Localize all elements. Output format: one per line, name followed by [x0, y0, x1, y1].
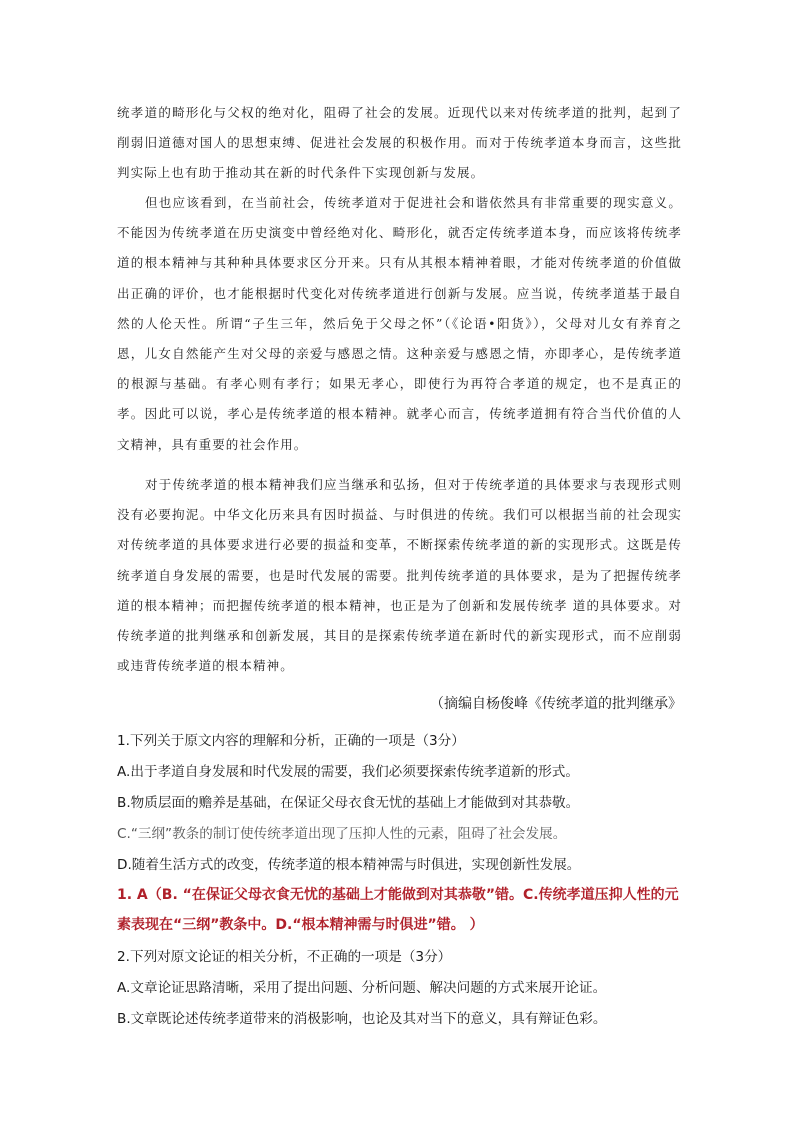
question-1-option-b: B.物质层面的赡养是基础，在保证父母衣食无忧的基础上才能做到对其恭敬。 [117, 795, 580, 811]
question-1-option-a: A.出于孝道自身发展和时代发展的需要，我们必须要探索传统孝道新的形式。 [117, 764, 579, 780]
question-2-option-a: A.文章论证思路清晰，采用了提出问题、分析问题、解决问题的方式来展开论证。 [117, 980, 607, 996]
question-1-answer: 1. A（B. “在保证父母衣食无忧的基础上才能做到对其恭敬”错。C.传统孝道压抑人性的元素表现在“三纲”教条中。D.“根本精神需与时俱进”错。 ） [117, 887, 679, 933]
question-2-option-b: B.文章既论述传统孝道带来的消极影响，也论及其对当下的意义，具有辩证色彩。 [117, 1011, 607, 1027]
passage-paragraph-1: 统孝道的畸形化与父权的绝对化，阻碍了社会的发展。近现代以来对传统孝道的批判，起到了削弱旧道德对国人的思想束缚、促进社会发展的积极作用。而对于传统孝道本身而言，这些批判实际上也有助于推动其在新的时代条件下实现创新与发展。 [117, 105, 682, 181]
question-2-stem: 2.下列对原文论证的相关分析，不正确的一项是（3分） [117, 949, 452, 965]
question-1-option-c: C.“三纲”教条的制订使传统孝道出现了压抑人性的元素，阻碍了社会发展。 [117, 826, 567, 842]
passage-paragraph-3: 对于传统孝道的根本精神我们应当继承和弘扬，但对于传统孝道的具体要求与表现形式则没有必要拘泥。中华文化历来具有因时损益、与时俱进的传统。我们可以根据当前的社会现实对传统孝道的具体要求进行必要的损益和变革，不断探索传统孝道的新的实现形式。这既是传统孝道自身发展的需要，也是时代发展的需要。批判传统孝道的具体要求，是为了把握传统孝道的根本精神；而把握传统孝道的根本精神，也正是为了创新和发展传统孝 道的具体要求。对传统孝道的批判继承和创新发展，其目的是探索传统孝道在新时代的新实现形式，而不应削弱或违背传统孝道的根本精神。 [117, 477, 682, 674]
passage-paragraph-2: 但也应该看到，在当前社会，传统孝道对于促进社会和谐依然具有非常重要的现实意义。不能因为传统孝道在历史演变中曾经绝对化、畸形化，就否定传统孝道本身，而应该将传统孝道的根本精神与其种种具体要求区分开来。只有从其根本精神着眼，才能对传统孝道的价值做出正确的评价，也才能根据时代变化对传统孝道进行创新与发展。应当说，传统孝道基于最自然的人伦天性。所谓“子生三年，然后免于父母之怀”（《论语•阳货》），父母对儿女有养育之恩，儿女自然能产生对父母的亲爱与感恩之情。这种亲爱与感恩之情，亦即孝心，是传统孝道的根源与基础。有孝心则有孝行；如果无孝心，即使行为再符合孝道的规定，也不是真正的孝。因此可以说，孝心是传统孝道的根本精神。就孝心而言，传统孝道拥有符合当代价值的人文精神，具有重要的社会作用。 [117, 195, 682, 452]
question-1-option-d: D.随着生活方式的改变，传统孝道的根本精神需与时俱进，实现创新性发展。 [117, 857, 581, 873]
question-1-stem: 1.下列关于原文内容的理解和分析，正确的一项是（3分） [117, 733, 465, 749]
passage-source: （摘编自杨俊峰《传统孝道的批判继承》 [430, 696, 682, 712]
